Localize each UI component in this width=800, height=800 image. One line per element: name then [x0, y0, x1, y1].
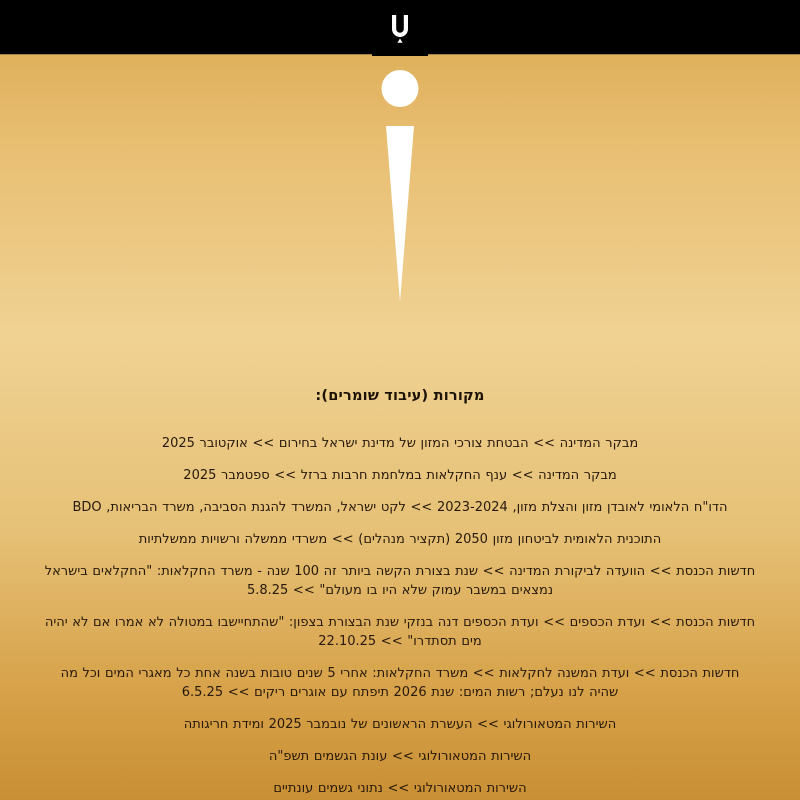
water-drop-logo-icon	[383, 11, 417, 45]
list-item: חדשות הכנסת >> ועדת הכספים >> ועדת הכספים דנה בנזקי שנת הבצורת בצפון: "שהתחיישבו במטולה לא אמרו אם לא יהיה מים תסתדרו" >> 22.10.25	[44, 615, 756, 649]
sources-section	[0, 388, 800, 798]
list-item: הדו"ח הלאומי לאובדן מזון והצלת מזון, 2023-2024 >> לקט ישראל, המשרד להגנת הסביבה, משרד הבריאות, BDO	[72, 500, 728, 515]
water-drop-icon	[386, 126, 414, 302]
list-item: מבקר המדינה >> הבטחת צורכי המזון של מדינת ישראל בחירום >> אוקטובר 2025	[161, 436, 639, 451]
sources-list	[44, 434, 756, 798]
list-item: מבקר המדינה >> ענף החקלאות במלחמת חרבות ברזל >> ספטמבר 2025	[183, 468, 617, 483]
list-item: התוכנית הלאומית לביטחון מזון 2050 (תקציר מנהלים) >> משרדי ממשלה ורשויות ממשלתיות	[138, 532, 662, 547]
exclamation-dot-icon	[382, 70, 419, 107]
list-item: חדשות הכנסת >> הוועדה לביקורת המדינה >> שנת בצורת הקשה ביותר זה 100 שנה - משרד החקלאות: "החקלאים בישראל נמצאים במשבר עמוק שלא היו בו מעולם" >> 5.8.25	[44, 564, 756, 598]
list-item: השירות המטאורולוגי >> עונת הגשמים תשפ"ה	[268, 749, 532, 764]
list-item: חדשות הכנסת >> ועדת המשנה לחקלאות >> משרד החקלאות: אחרי 5 שנים טובות בשנה אחת כל מאגרי המים וכל מה שהיה לנו נעלם; רשות המים: שנת 2026 תיפתח עם אוגרים ריקים >> 6.5.25	[60, 666, 740, 700]
brand-logo	[372, 0, 428, 56]
water-drop-graphic	[370, 70, 430, 310]
list-item: השירות המטאורולוגי >> העשרת הראשונים של נובמבר 2025 ומידת חריגותה	[183, 717, 617, 732]
sources-title: מקורות (עיבוד שומרים):	[315, 388, 485, 404]
list-item: השירות המטאורולוגי >> נתוני גשמים עונתיים	[273, 781, 527, 796]
